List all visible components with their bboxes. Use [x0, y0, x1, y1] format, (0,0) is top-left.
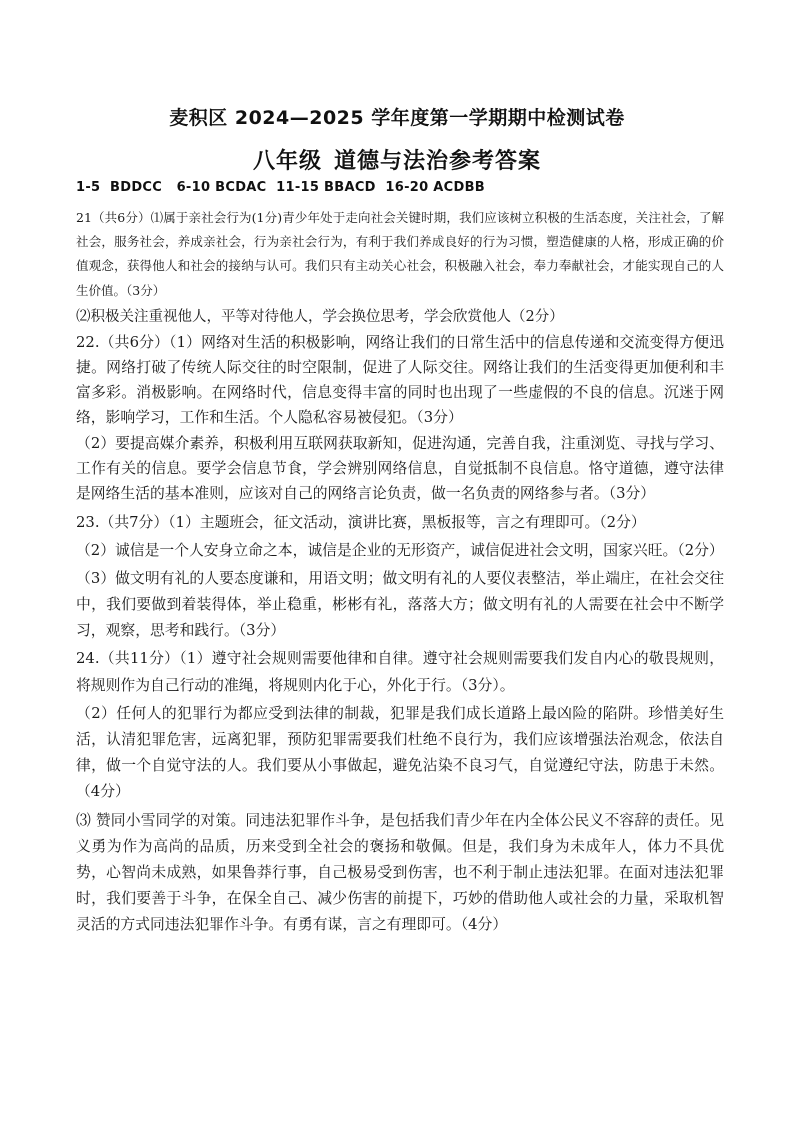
q23-part2: （2）诚信是一个人安身立命之本，诚信是企业的无形资产，诚信促进社会文明，国家兴旺。（2分）: [76, 542, 724, 560]
q21-part1: 21（共6分）⑴属于亲社会行为(1分)青少年处于走向社会关键时期，我们应该树立积极的生活态度，关注社会，了解社会，服务社会，养成亲社会，行为亲社会行为，有利于我们养成良好的行为习惯，塑造健康的人格，形成正确的价值观念，获得他人和社会的接纳与认可。我们只有主动关心社会，积极融入社会，奉力奉献社会，才能实现自己的人生价值。（3分）: [76, 210, 724, 298]
q21-part2: ⑵积极关注重视他人，平等对待他人，学会换位思考，学会欣赏他人（2分）: [76, 308, 564, 325]
q24-part3: ⑶ 赞同小雪同学的对策。同违法犯罪作斗争，是包括我们青少年在内全体公民义不容辞的责任。见义勇为作为高尚的品质，历来受到全社会的褒扬和敬佩。但是，我们身为未成年人，体力不具优势，心智尚未成熟，如果鲁莽行事，自己极易受到伤害，也不利于制止违法犯罪。在面对违法犯罪时，我们要善于斗争，在保全自己、减少伤害的前提下，巧妙的借助他人或社会的力量，采取机智灵活的方式同违法犯罪作斗争。有勇有谋，言之有理即可。（4分）: [76, 811, 724, 934]
grade-label: 八年级: [252, 149, 322, 174]
q24-part1: 24.（共11分）（1）遵守社会规则需要他律和自律。遵守社会规则需要我们发自内心的敬畏规则，将规则作为自己行动的准绳，将规则内化于心，外化于行。（3分）。: [76, 650, 724, 694]
q23-part1: 23.（共7分）（1）主题班会，征文活动，演讲比赛，黑板报等，言之有理即可。（2分）: [76, 514, 646, 532]
q22-part1: 22.（共6分）（1）网络对生活的积极影响，网络让我们的日常生活中的信息传递和交流变得方便迅捷。网络打破了传统人际交往的时空限制，促进了人际交往。网络让我们的生活变得更加便利和丰富多彩。消极影响。在网络时代，信息变得丰富的同时也出现了一些虚假的不良的信息。沉迷于网络，影响学习，工作和生活。个人隐私容易被侵犯。（3分）: [76, 334, 724, 426]
answer-body: [76, 206, 724, 941]
answer-key-title: [0, 144, 794, 175]
q22-part2: （2）要提高媒介素养，积极利用互联网获取新知，促进沟通，完善自我，注重浏览、寻找与学习、工作有关的信息。要学会信息节食，学会辨别网络信息，自觉抵制不良信息。恪守道德，遵守法律是网络生活的基本准则，应该对自己的网络言论负责，做一名负责的网络参与者。（3分）: [76, 435, 724, 502]
exam-title: 麦积区 2024—2025 学年度第一学期期中检测试卷: [169, 107, 625, 129]
q23-part3: （3）做文明有礼的人要态度谦和，用语文明；做文明有礼的人要仪表整洁，举止端庄，在社会交往中，我们要做到着装得体，举止稳重，彬彬有礼，落落大方；做文明有礼的人需要在社会中不断学习，观察，思考和践行。（3分）: [76, 570, 724, 640]
q24-part2: （2）任何人的犯罪行为都应受到法律的制裁，犯罪是我们成长道路上最凶险的陷阱。珍惜美好生活，认清犯罪危害，远离犯罪，预防犯罪需要我们杜绝不良行为，我们应该增强法治观念，依法自律，做一个自觉守法的人。我们要从小事做起，避免沾染不良习气，自觉遵纪守法，防患于未然。（4分）: [76, 704, 724, 801]
choice-answers: 1-5 BDDCC 6-10 BCDAC 11-15 BBACD 16-20 ACDBB: [76, 180, 486, 195]
subject-label: 道德与法治参考答案: [334, 149, 542, 174]
